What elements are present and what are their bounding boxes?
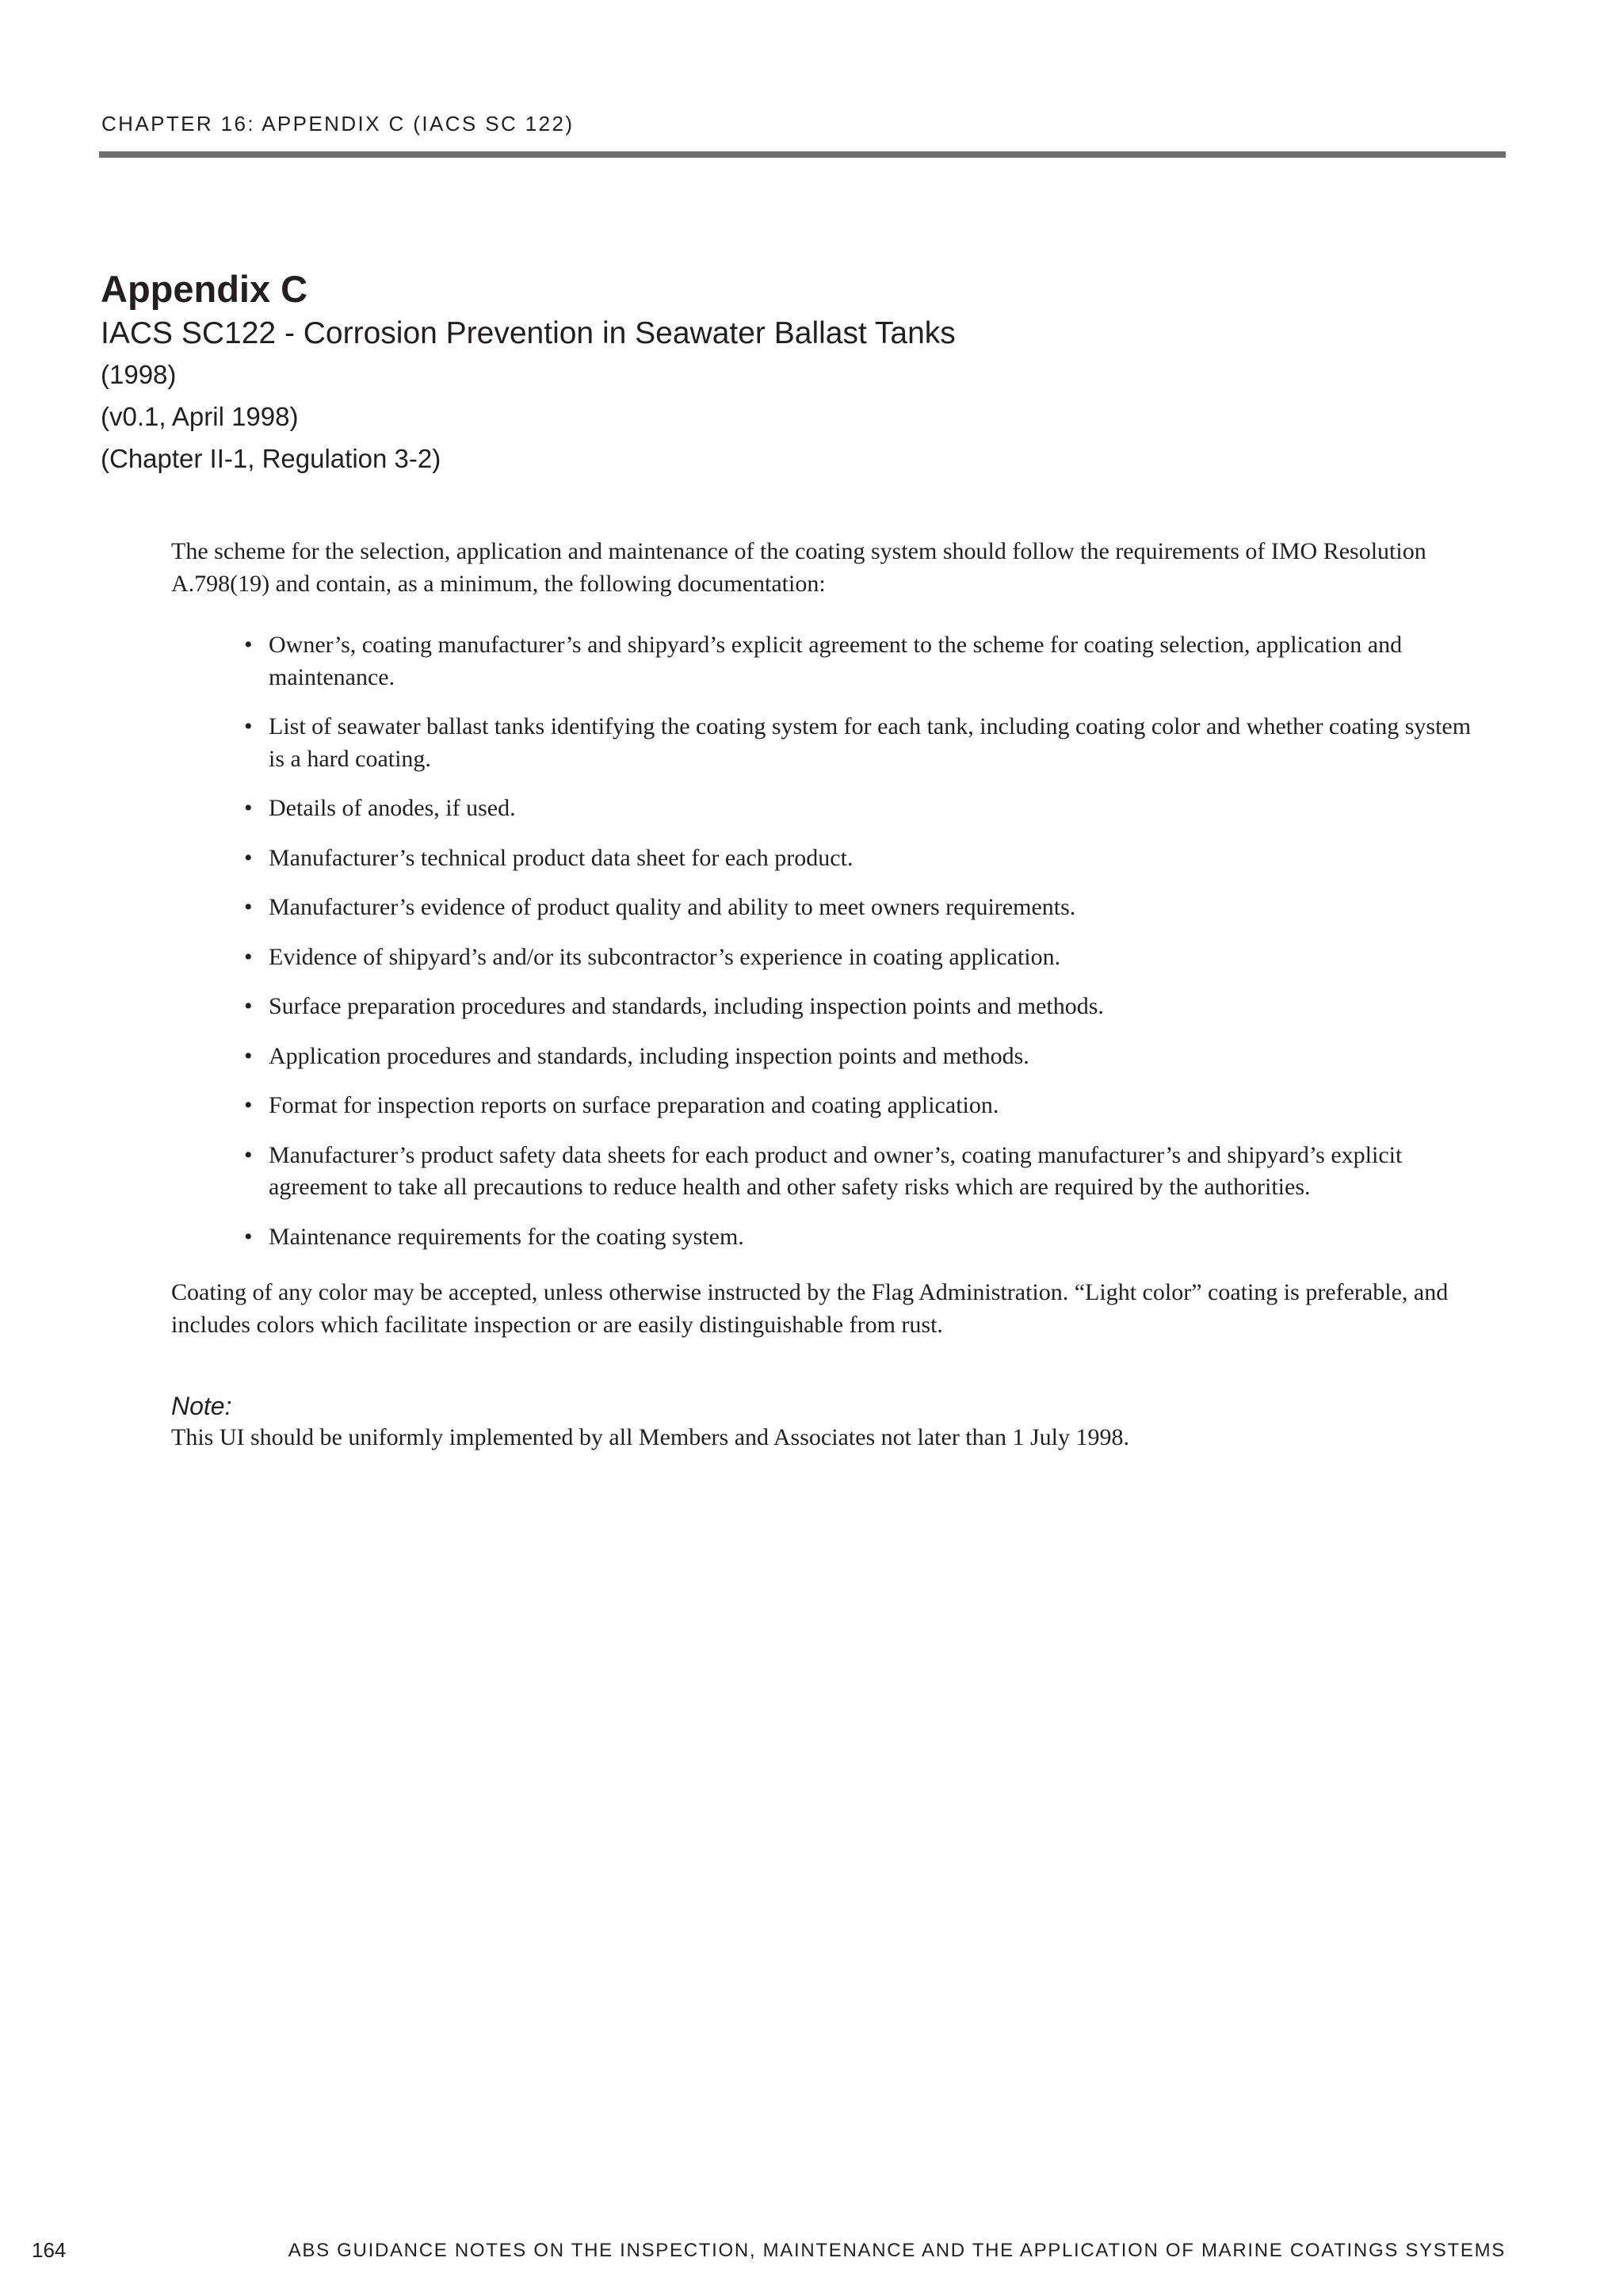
list-item-text: Owner’s, coating manufacturer’s and shipyard’s explicit agreement to the scheme for coating selection, application and maintenance. [269, 632, 1403, 690]
bullet-marker: • [244, 943, 253, 970]
list-item [244, 942, 1491, 974]
bullet-marker: • [244, 993, 253, 1019]
list-item-text: Manufacturer’s product safety data sheets for each product and owner’s, coating manufacturer’s and shipyard’s explicit agreement to take all precautions to reduce health and other safety risks which are required by the authorities. [269, 1141, 1403, 1200]
bullet-marker: • [244, 1042, 253, 1069]
appendix-version: (v0.1, April 1998) [101, 402, 299, 431]
list-item-text: Format for inspection reports on surface preparation and coating application. [269, 1092, 999, 1118]
running-header: CHAPTER 16: APPENDIX C (IACS SC 122) [101, 112, 575, 136]
list-item [244, 842, 1491, 875]
body-text [171, 536, 1491, 1454]
list-item [244, 1140, 1491, 1204]
bullet-marker: • [244, 844, 253, 871]
list-item-text: Manufacturer’s evidence of product quality and ability to meet owners requirements. [269, 894, 1076, 920]
list-item [244, 711, 1491, 775]
list-item [244, 1041, 1491, 1073]
bullet-marker: • [244, 1141, 253, 1168]
bullet-marker: • [244, 632, 253, 658]
intro-paragraph: The scheme for the selection, application and maintenance of the coating system should follow the requirements of IMO Resolution A.798(19) and contain, as a minimum, the following documentation: [171, 538, 1426, 597]
list-item-text: Details of anodes, if used. [269, 795, 516, 821]
list-item [244, 793, 1491, 825]
list-item-text: List of seawater ballast tanks identifying the coating system for each tank, including coating color and whether coating system is a hard coating. [269, 713, 1472, 772]
bullet-marker: • [244, 894, 253, 920]
appendix-reference: (Chapter II-1, Regulation 3-2) [101, 444, 441, 473]
footer-publication-title: ABS GUIDANCE NOTES ON THE INSPECTION, MAINTENANCE AND THE APPLICATION OF MARINE COATINGS SYSTEMS [288, 2240, 1506, 2261]
note-text: This UI should be uniformly implemented by all Members and Associates not later than 1 July 1998. [171, 1424, 1129, 1450]
list-item [244, 991, 1491, 1023]
list-item [244, 1090, 1491, 1122]
bullet-marker: • [244, 795, 253, 821]
appendix-year: (1998) [101, 360, 177, 389]
note-label: Note: [171, 1392, 232, 1420]
appendix-title: Appendix C [101, 268, 308, 310]
header-rule [99, 151, 1506, 158]
list-item-text: Evidence of shipyard’s and/or its subcontractor’s experience in coating application. [269, 943, 1061, 970]
list-item [244, 629, 1491, 693]
bullet-marker: • [244, 1092, 253, 1118]
title-block [101, 265, 956, 479]
bullet-marker: • [244, 713, 253, 739]
page-number: 164 [32, 2238, 67, 2262]
list-item-text: Maintenance requirements for the coating system. [269, 1223, 744, 1250]
list-item-text: Manufacturer’s technical product data sheet for each product. [269, 844, 854, 871]
bullet-marker: • [244, 1223, 253, 1250]
list-item-text: Application procedures and standards, including inspection points and methods. [269, 1042, 1029, 1069]
requirements-list [171, 629, 1491, 1253]
list-item [244, 892, 1491, 924]
list-item [244, 1221, 1491, 1254]
appendix-subtitle: IACS SC122 - Corrosion Prevention in Seawater Ballast Tanks [101, 316, 956, 350]
closing-paragraph: Coating of any color may be accepted, unless otherwise instructed by the Flag Administration. “Light color” coating is preferable, and includes colors which facilitate inspection or are easily distinguishable from rust. [171, 1279, 1449, 1338]
list-item-text: Surface preparation procedures and standards, including inspection points and methods. [269, 993, 1104, 1019]
